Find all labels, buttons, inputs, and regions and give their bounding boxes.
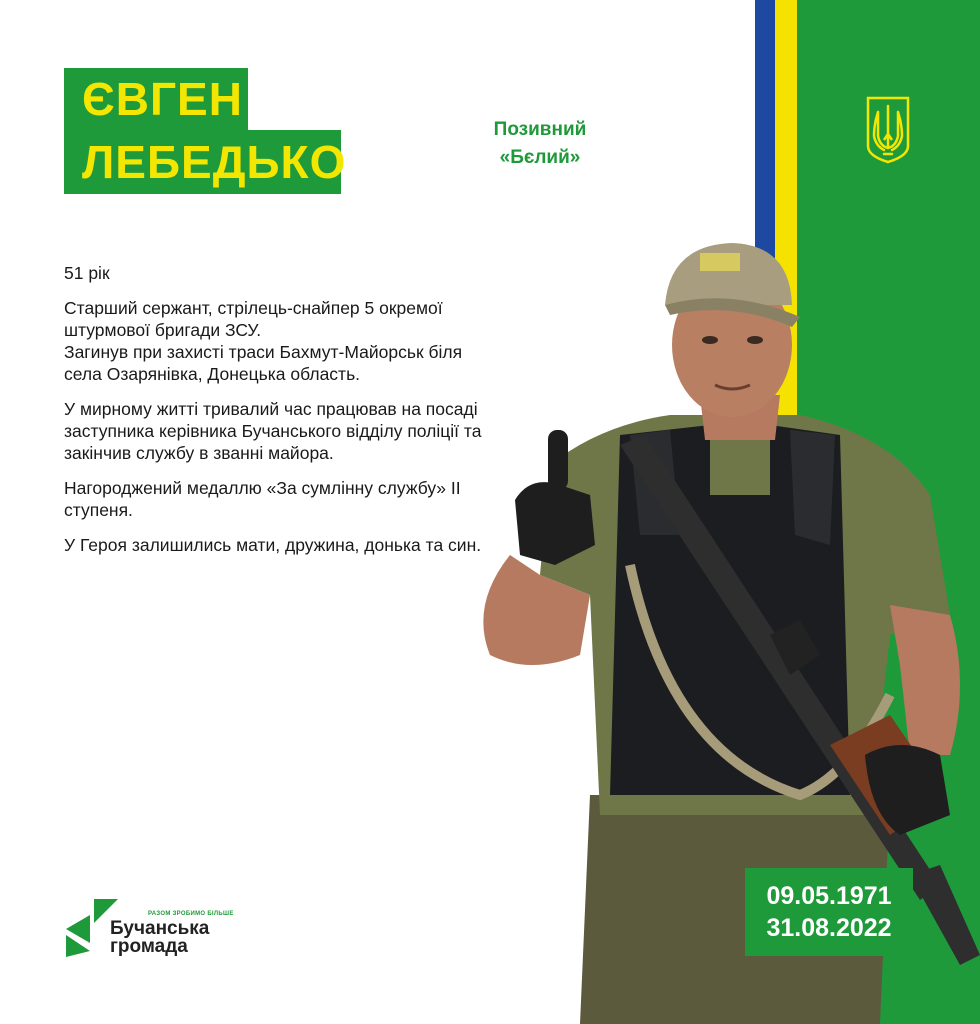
bucha-community-logo <box>64 895 234 961</box>
callsign-block <box>460 116 620 172</box>
callsign-label: Позивний <box>493 119 587 140</box>
last-name: ЛЕБЕДЬКО <box>64 130 341 194</box>
bio-service-rank: Старший сержант, стрілець-снайпер 5 окремої штурмової бригади ЗСУ. <box>64 298 443 340</box>
logo-text-line1: Бучанська <box>110 918 210 939</box>
callsign-value: «Бєлий» <box>499 147 581 168</box>
trident-icon <box>864 96 912 164</box>
bio-civil: У мирному житті тривалий час працював на посаді заступника керівника Бучанського відділу поліції та закінчив службу в званні майора. <box>64 399 482 463</box>
bio-service <box>64 297 484 385</box>
logo-text-line2: громада <box>110 936 188 957</box>
bio-family: У Героя залишились мати, дружина, донька та син. <box>64 535 482 555</box>
bio-age: 51 рік <box>64 263 110 283</box>
death-date: 31.08.2022 <box>766 914 892 942</box>
first-name: ЄВГЕН <box>64 68 248 130</box>
bio-award: Нагороджений медаллю «За сумлінну службу» ІІ ступеня. <box>64 478 461 520</box>
life-dates <box>745 868 913 956</box>
logo-slogan: РАЗОМ ЗРОБИМО БІЛЬШЕ <box>148 911 234 917</box>
flag-stripe-blue <box>755 0 775 260</box>
biography <box>64 262 484 569</box>
birth-date: 09.05.1971 <box>766 882 892 910</box>
bio-service-death: Загинув при захисті траси Бахмут-Майорськ біля села Озарянівка, Донецька область. <box>64 342 463 384</box>
